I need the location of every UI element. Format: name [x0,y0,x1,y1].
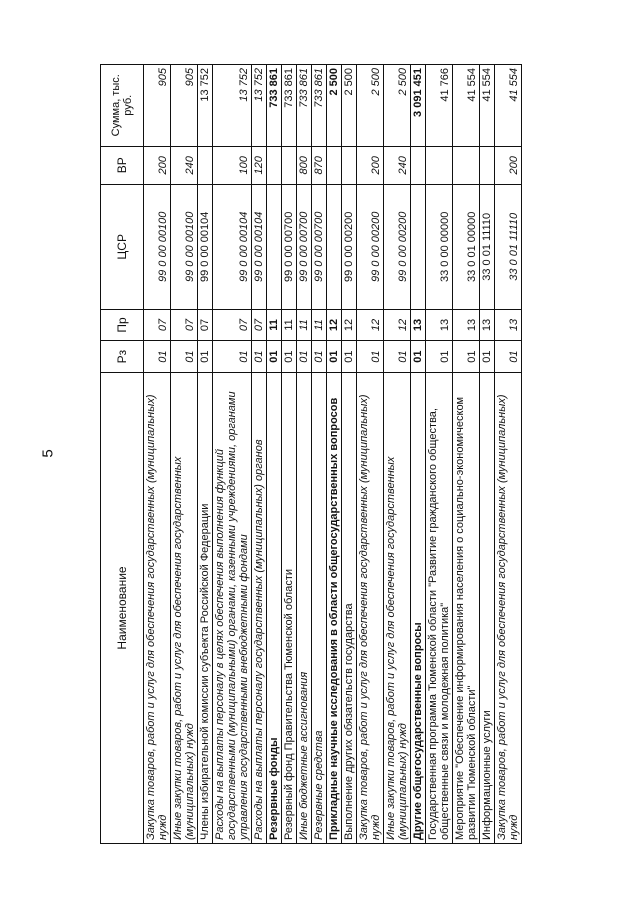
cell-name: Закупка товаров, работ и услуг для обеспечения государственных (муниципальных) нужд [495,372,522,843]
cell-vr: 120 [252,146,267,184]
cell-name: Закупка товаров, работ и услуг для обеспечения государственных (муниципальных) нужд [357,372,384,843]
cell-sum: 2 500 [384,65,411,147]
cell-sum: 733 861 [282,65,297,147]
cell-rz: 01 [198,341,213,373]
cell-name: Информационные услуги [480,372,495,843]
cell-csr: 99 0 00 00200 [357,185,384,310]
cell-pr: 07 [213,309,252,341]
cell-sum: 41 554 [453,65,480,147]
table-row [453,65,480,844]
budget-table [100,64,522,844]
cell-csr: 99 0 00 00104 [252,185,267,310]
cell-rz: 01 [144,341,171,373]
cell-csr [267,185,282,310]
table-row [495,65,522,844]
table-row [411,65,426,844]
cell-vr [282,146,297,184]
cell-name: Прикладные научные исследования в области общегосударственных вопросов [327,372,342,843]
cell-rz: 01 [312,341,327,373]
cell-csr: 33 0 00 00000 [426,185,453,310]
cell-vr: 240 [384,146,411,184]
cell-sum: 2 500 [357,65,384,147]
cell-name: Расходы на выплаты персоналу государственных (муниципальных) органов [252,372,267,843]
cell-sum: 733 861 [267,65,282,147]
cell-rz: 01 [342,341,357,373]
cell-vr: 200 [357,146,384,184]
cell-pr: 11 [282,309,297,341]
cell-sum: 41 554 [495,65,522,147]
table-row [312,65,327,844]
cell-name: Резервный фонд Правительства Тюменской области [282,372,297,843]
cell-name: Мероприятие "Обеспечение информирования населения о социально-экономическом развитии Тюменской области" [453,372,480,843]
cell-rz: 01 [327,341,342,373]
page-number: 5 [39,449,57,458]
cell-pr: 07 [144,309,171,341]
cell-csr: 99 0 00 00700 [312,185,327,310]
cell-rz: 01 [426,341,453,373]
cell-sum: 13 752 [213,65,252,147]
cell-csr: 99 0 00 00700 [297,185,312,310]
header-csr: ЦСР [101,185,144,310]
cell-name: Выполнение других обязательств государства [342,372,357,843]
table-header-row [101,65,144,844]
cell-rz: 01 [213,341,252,373]
cell-sum: 13 752 [198,65,213,147]
cell-pr: 12 [357,309,384,341]
cell-csr [411,185,426,310]
cell-vr: 870 [312,146,327,184]
cell-rz: 01 [282,341,297,373]
cell-pr: 12 [327,309,342,341]
cell-vr [327,146,342,184]
cell-sum: 733 861 [297,65,312,147]
cell-name: Члены избирательной комиссии субъекта Российской Федерации [198,372,213,843]
cell-csr: 99 0 00 00700 [282,185,297,310]
cell-rz: 01 [297,341,312,373]
cell-csr: 33 0 01 00000 [453,185,480,310]
table-row [342,65,357,844]
table-row [327,65,342,844]
cell-name: Иные бюджетные ассигнования [297,372,312,843]
cell-vr [453,146,480,184]
header-pr: Пр [101,309,144,341]
cell-csr: 33 0 01 11110 [495,185,522,310]
cell-pr: 13 [411,309,426,341]
cell-csr: 33 0 01 11110 [480,185,495,310]
cell-csr: 99 0 00 00104 [213,185,252,310]
table-row [357,65,384,844]
cell-csr: 99 0 00 00100 [171,185,198,310]
cell-pr: 13 [453,309,480,341]
cell-rz: 01 [357,341,384,373]
cell-vr: 800 [297,146,312,184]
cell-vr: 240 [171,146,198,184]
cell-rz: 01 [411,341,426,373]
table-row [144,65,171,844]
cell-csr [327,185,342,310]
cell-pr: 12 [342,309,357,341]
cell-name: Иные закупки товаров, работ и услуг для обеспечения государственных (муниципальных) нужд [171,372,198,843]
cell-pr: 07 [252,309,267,341]
cell-sum: 905 [144,65,171,147]
cell-rz: 01 [384,341,411,373]
cell-sum: 41 766 [426,65,453,147]
cell-rz: 01 [495,341,522,373]
cell-vr: 100 [213,146,252,184]
cell-vr [267,146,282,184]
header-vr: ВР [101,146,144,184]
cell-vr: 200 [144,146,171,184]
cell-name: Иные закупки товаров, работ и услуг для обеспечения государственных (муниципальных) нужд [384,372,411,843]
cell-name: Резервные фонды [267,372,282,843]
cell-name: Другие общегосударственные вопросы [411,372,426,843]
table-row [480,65,495,844]
cell-name: Государственная программа Тюменской области "Развитие гражданского общества, общественные связи и молодежная политика" [426,372,453,843]
cell-vr [198,146,213,184]
cell-rz: 01 [252,341,267,373]
cell-name: Резервные средства [312,372,327,843]
cell-vr [480,146,495,184]
table-row [297,65,312,844]
cell-vr [342,146,357,184]
table-row [267,65,282,844]
header-sum: Сумма, тыс. руб. [101,65,144,147]
table-row [252,65,267,844]
table-row [171,65,198,844]
cell-pr: 07 [171,309,198,341]
cell-pr: 12 [384,309,411,341]
cell-sum: 41 554 [480,65,495,147]
table-row [198,65,213,844]
cell-csr: 99 0 00 00100 [144,185,171,310]
cell-name: Расходы на выплаты персоналу в целях обеспечения выполнения функций государственными (муниципальными) органами, казенными учреждениями, органами управления государственными внебюджетными фондами [213,372,252,843]
table-row [282,65,297,844]
cell-pr: 13 [426,309,453,341]
cell-rz: 01 [453,341,480,373]
cell-csr: 99 0 00 00104 [198,185,213,310]
cell-pr: 11 [312,309,327,341]
budget-table-container [100,64,600,844]
table-row [213,65,252,844]
table-body [144,65,522,844]
cell-sum: 905 [171,65,198,147]
cell-pr: 07 [198,309,213,341]
cell-vr [426,146,453,184]
cell-pr: 13 [495,309,522,341]
cell-rz: 01 [267,341,282,373]
cell-sum: 733 861 [312,65,327,147]
cell-vr [411,146,426,184]
cell-rz: 01 [171,341,198,373]
cell-name: Закупка товаров, работ и услуг для обеспечения государственных (муниципальных) нужд [144,372,171,843]
table-row [384,65,411,844]
header-name: Наименование [101,372,144,843]
cell-sum: 2 500 [327,65,342,147]
cell-vr: 200 [495,146,522,184]
cell-sum: 3 091 451 [411,65,426,147]
cell-rz: 01 [480,341,495,373]
cell-csr: 99 0 00 00200 [342,185,357,310]
cell-pr: 13 [480,309,495,341]
table-row [426,65,453,844]
cell-pr: 11 [297,309,312,341]
cell-sum: 2 500 [342,65,357,147]
header-rz: Рз [101,341,144,373]
cell-sum: 13 752 [252,65,267,147]
cell-csr: 99 0 00 00200 [384,185,411,310]
cell-pr: 11 [267,309,282,341]
